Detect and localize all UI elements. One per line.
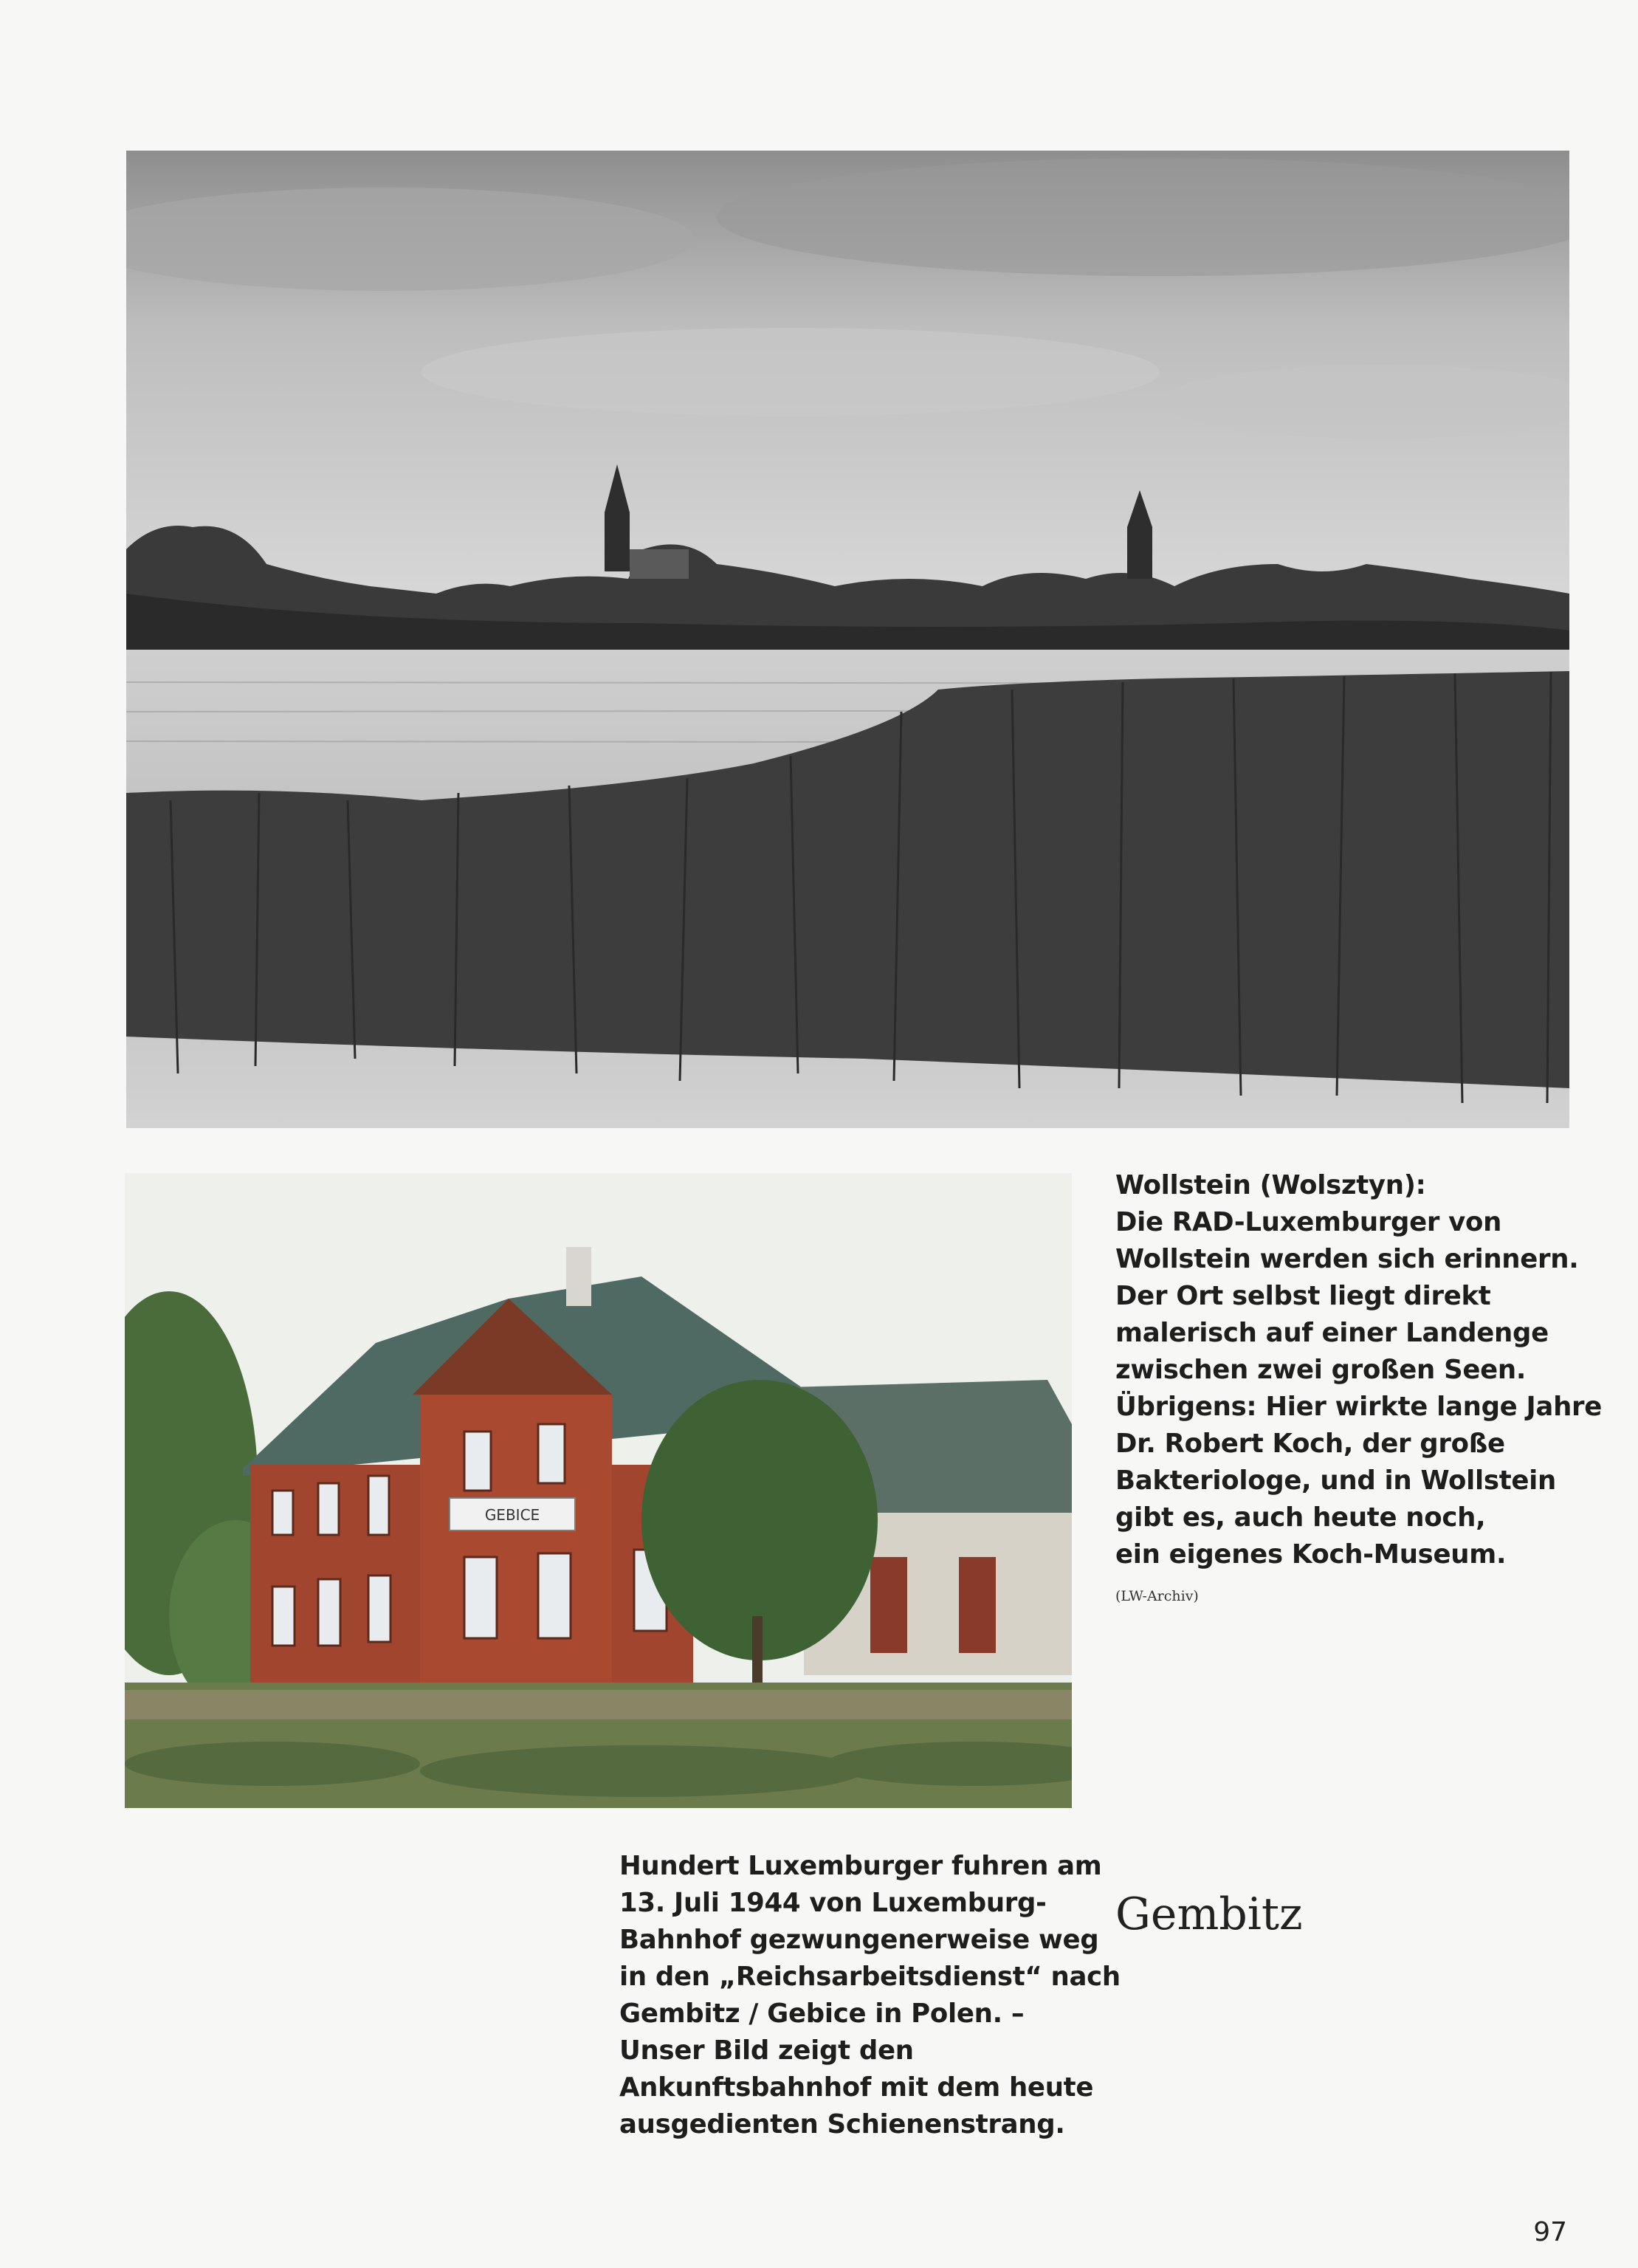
gebice-station-photo [125,1173,1072,1808]
caption-line: ein eigenes Koch-Museum. [1115,1539,1507,1570]
caption-line: gibt es, auch heute noch, [1115,1502,1486,1533]
caption-line: Wollstein (Wolsztyn): [1115,1170,1426,1200]
photo-credit: (LW-Archiv) [1115,1588,1199,1604]
caption-line: ausgedienten Schienenstrang. [619,2109,1065,2140]
caption-line: Die RAD-Luxemburger von [1115,1207,1502,1237]
caption-line: Unser Bild zeigt den [619,2035,914,2066]
wollstein-caption [1115,1167,1602,1573]
section-heading-gembitz: Gembitz [1115,1888,1303,1940]
caption-line: Bahnhof gezwungenerweise weg [619,1925,1099,1955]
caption-line: Übrigens: Hier wirkte lange Jahre [1115,1392,1603,1422]
caption-line: malerisch auf einer Landenge [1115,1318,1549,1348]
caption-line: Dr. Robert Koch, der große [1115,1429,1505,1459]
gembitz-caption [619,1848,1121,2143]
caption-line: Der Ort selbst liegt direkt [1115,1281,1491,1311]
caption-line: Gembitz / Gebice in Polen. – [619,1999,1025,2029]
caption-line: 13. Juli 1944 von Luxemburg- [619,1888,1047,1918]
caption-line: Bakteriologe, und in Wollstein [1115,1465,1556,1496]
caption-line: Hundert Luxemburger fuhren am [619,1851,1102,1881]
caption-line: Ankunftsbahnhof mit dem heute [619,2072,1094,2103]
caption-line: zwischen zwei großen Seen. [1115,1355,1527,1385]
caption-line: in den „Reichsarbeitsdienst“ nach [619,1962,1121,1992]
station-sign-text: GEBICE [484,1506,540,1524]
wollstein-lake-photo [126,151,1569,1128]
page-number: 97 [1533,2217,1567,2247]
caption-line: Wollstein werden sich erinnern. [1115,1244,1579,1274]
